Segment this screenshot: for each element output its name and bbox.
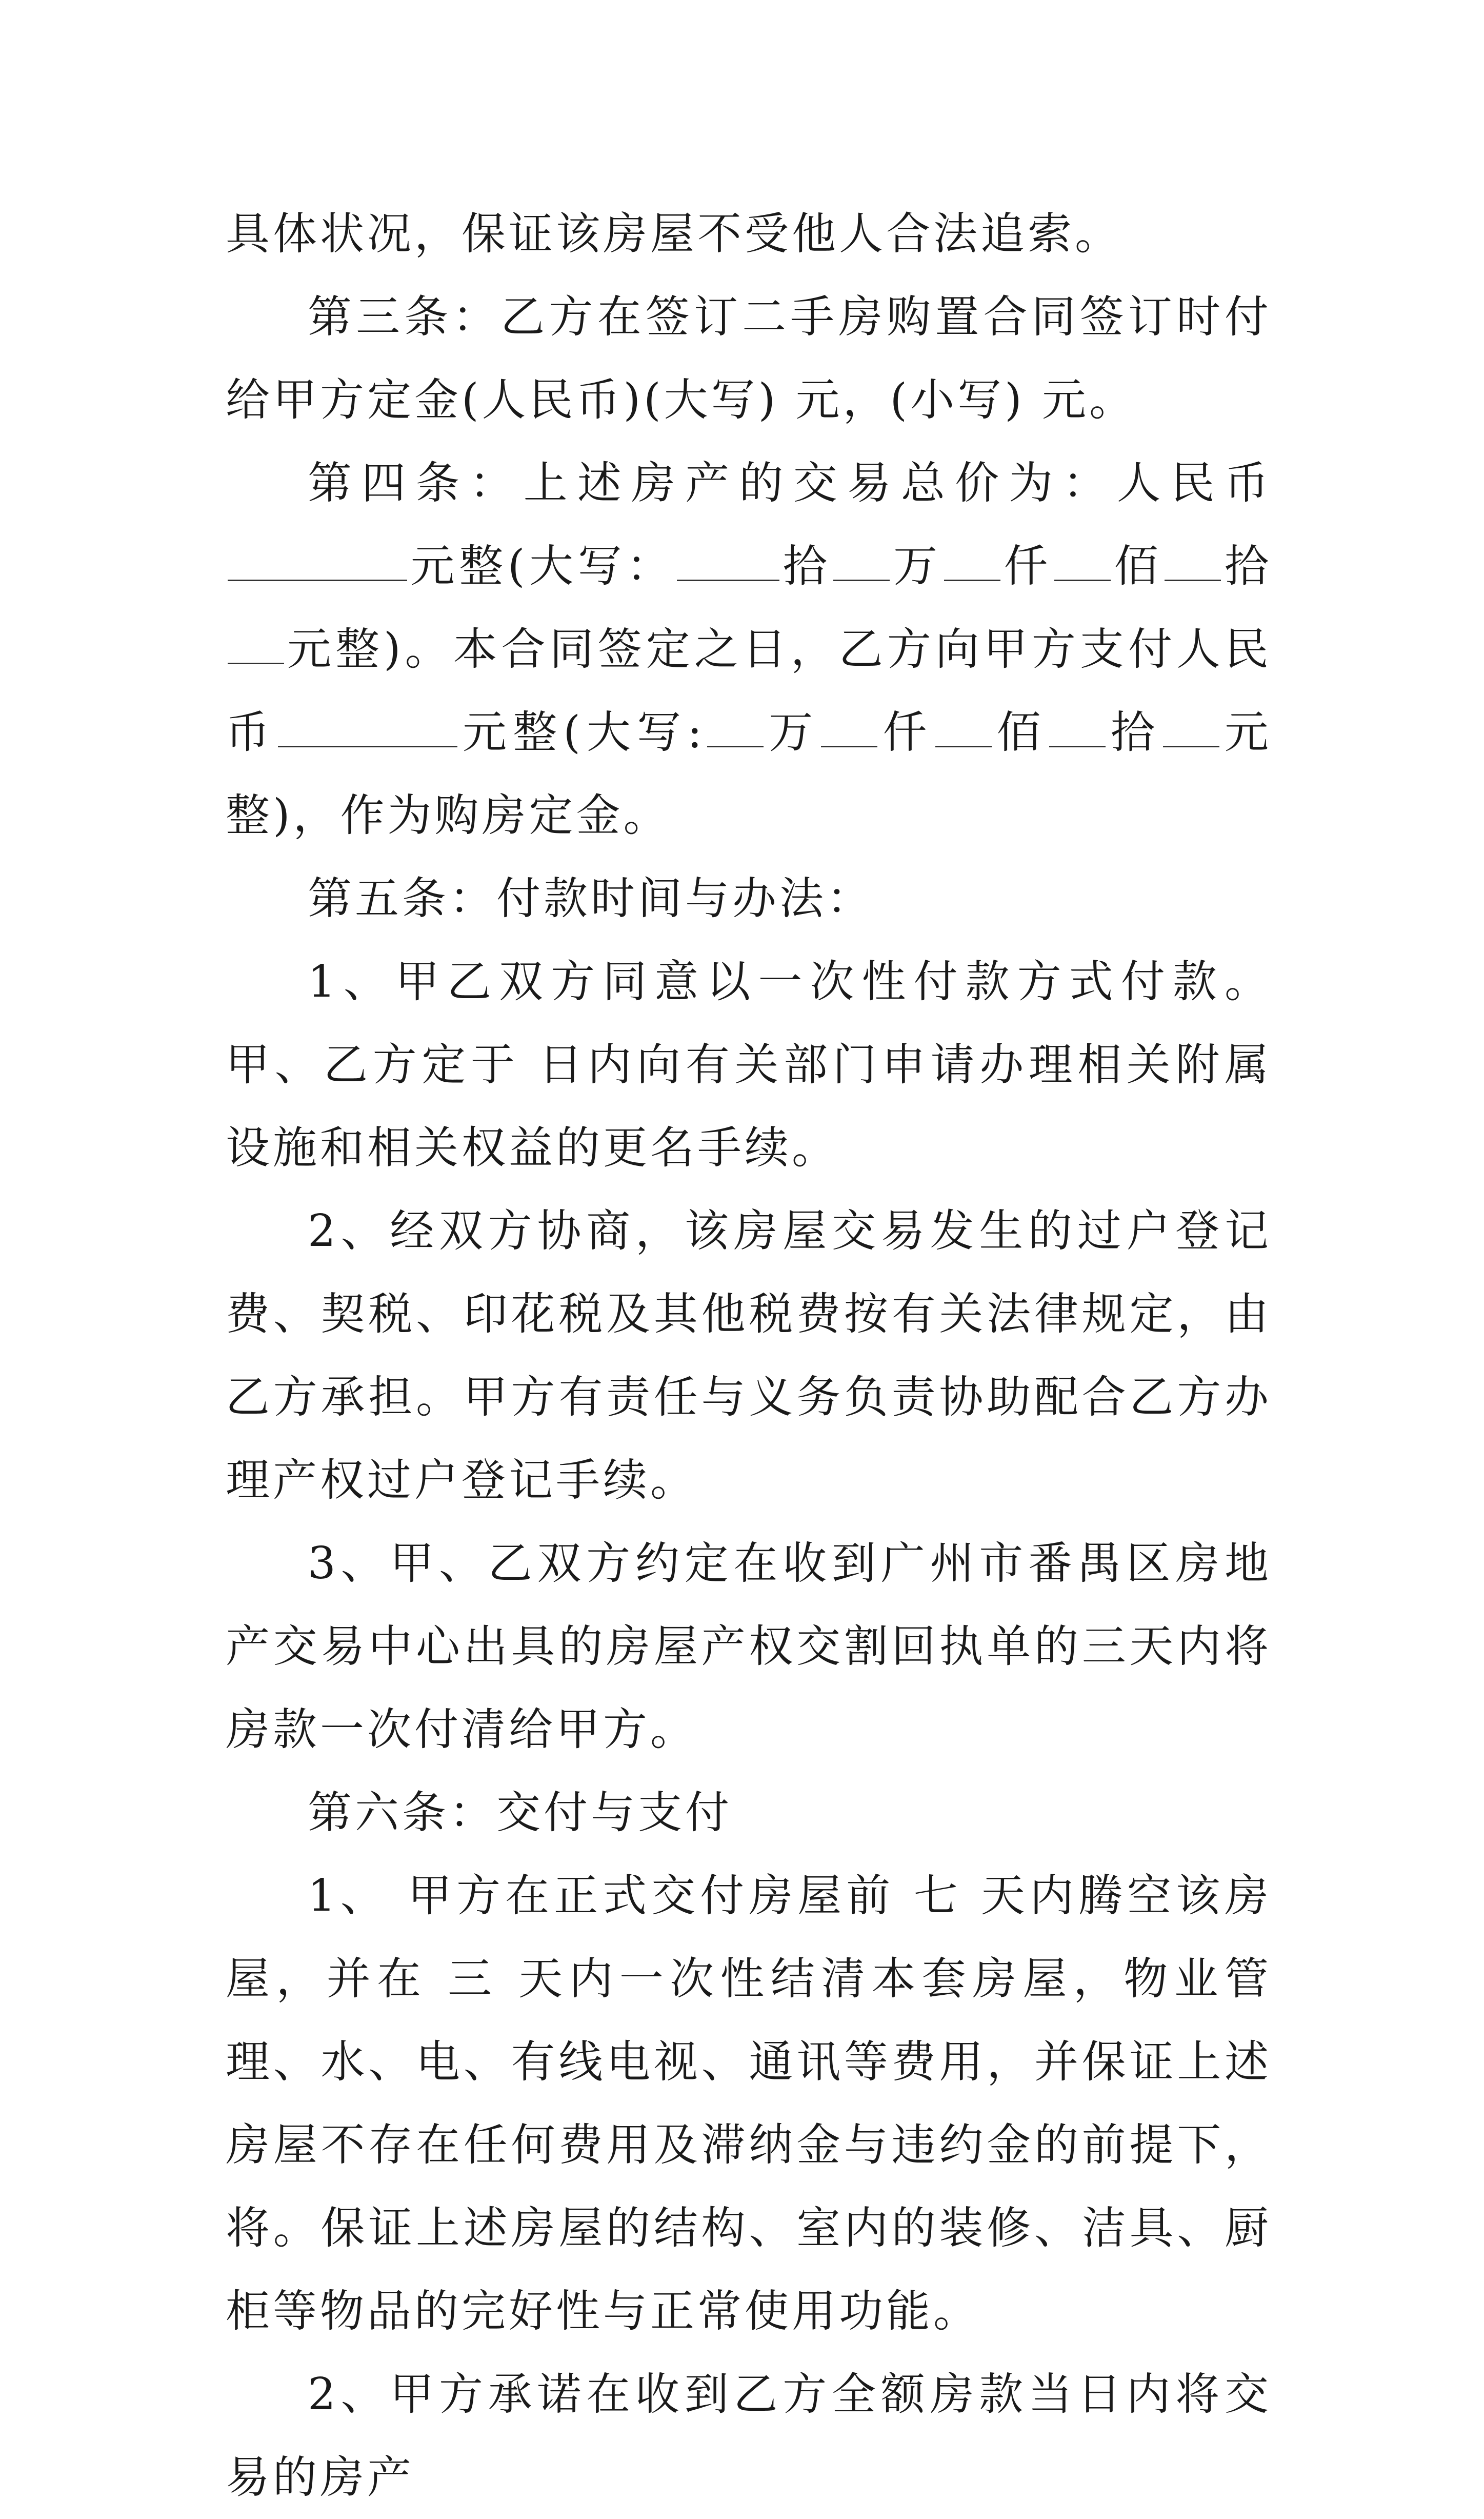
blank-field <box>1054 544 1111 581</box>
blank-field <box>1049 710 1106 747</box>
unit-label: 拾 <box>1223 541 1272 592</box>
document-body <box>226 192 1272 2519</box>
article-4 <box>226 442 1272 857</box>
article-4-text-4: 元整(大写: <box>459 707 706 758</box>
blank-field <box>821 710 877 747</box>
article-6-item-1: 1、 甲方在正式交付房屋前 七 天内腾空该房屋，并在 三 天内一次性结清本套房屋，物业管理、水、电、有线电视、通讯等费用，并保证上述房屋不存在任何费用及滞纳金与违约金的前提下，将。保证上述房屋的结构、室内的装修、洁具、厨柜等物品的完好性与正常使用功能。 <box>226 1870 1272 2337</box>
blank-field <box>944 544 1000 581</box>
article-3: 第三条：乙方在签订二手房购置合同签订时付给甲方定金(人民币)(大写) 元，(小写) 元。 <box>226 291 1272 426</box>
unit-label: 拾 <box>1107 707 1161 758</box>
blank-field <box>1165 544 1221 581</box>
blank-field <box>1163 710 1219 747</box>
article-5-item-3: 3、甲、乙双方约定在收到广州市番禺区房地产交易中心出具的房屋产权交割回执单的三天内将房款一次付清给甲方。 <box>226 1538 1272 1755</box>
article-6-item-2: 2、甲方承诺在收到乙方全额房款当日内将交易的房产 <box>226 2369 1272 2503</box>
unit-label: 仟 <box>879 707 933 758</box>
article-4-text-1: 第四条：上述房产的交易总价为：人民币 <box>308 458 1272 509</box>
blank-field <box>228 627 284 664</box>
unit-label: 拾 <box>781 541 832 592</box>
blank-deposit-amount <box>278 710 457 747</box>
unit-label: 仟 <box>1002 541 1053 592</box>
blank-field <box>833 544 890 581</box>
article-4-text-3: 元整)。本合同签定之日，乙方向甲方支付人民币 <box>226 624 1272 758</box>
article-5-item-1: 1、甲乙双方同意以一次性付款方式付款。甲、乙方定于 日内向有关部门申请办理相关附属设施和相关权益的更名手续。 <box>226 956 1272 1174</box>
blank-field <box>935 710 992 747</box>
article-5-title: 第五条：付款时间与办法： <box>308 873 874 924</box>
unit-label: 万 <box>766 707 819 758</box>
unit-label: 佰 <box>993 707 1047 758</box>
blank-field <box>707 710 764 747</box>
unit-label: 佰 <box>1113 541 1163 592</box>
paragraph-continuation: 具体状况，保证该房屋不受他人合法追索。 <box>226 208 1122 260</box>
article-4-text-5: 元整)，作为购房定金。 <box>226 707 1272 841</box>
blank-total-price <box>228 544 407 581</box>
blank-field <box>677 544 779 581</box>
article-5-item-2: 2、经双方协商，该房屋交易发生的过户登记费、契税、印花税及其他税费按有关法律规定，由乙方承担。甲方有责任与义务负责协助配合乙方办理产权过户登记手续。 <box>226 1205 1272 1506</box>
article-4-text-2: 元整(大写： <box>409 541 675 592</box>
unit-label: 万 <box>892 541 942 592</box>
article-6-title: 第六条：交付与支付 <box>308 1787 732 1838</box>
